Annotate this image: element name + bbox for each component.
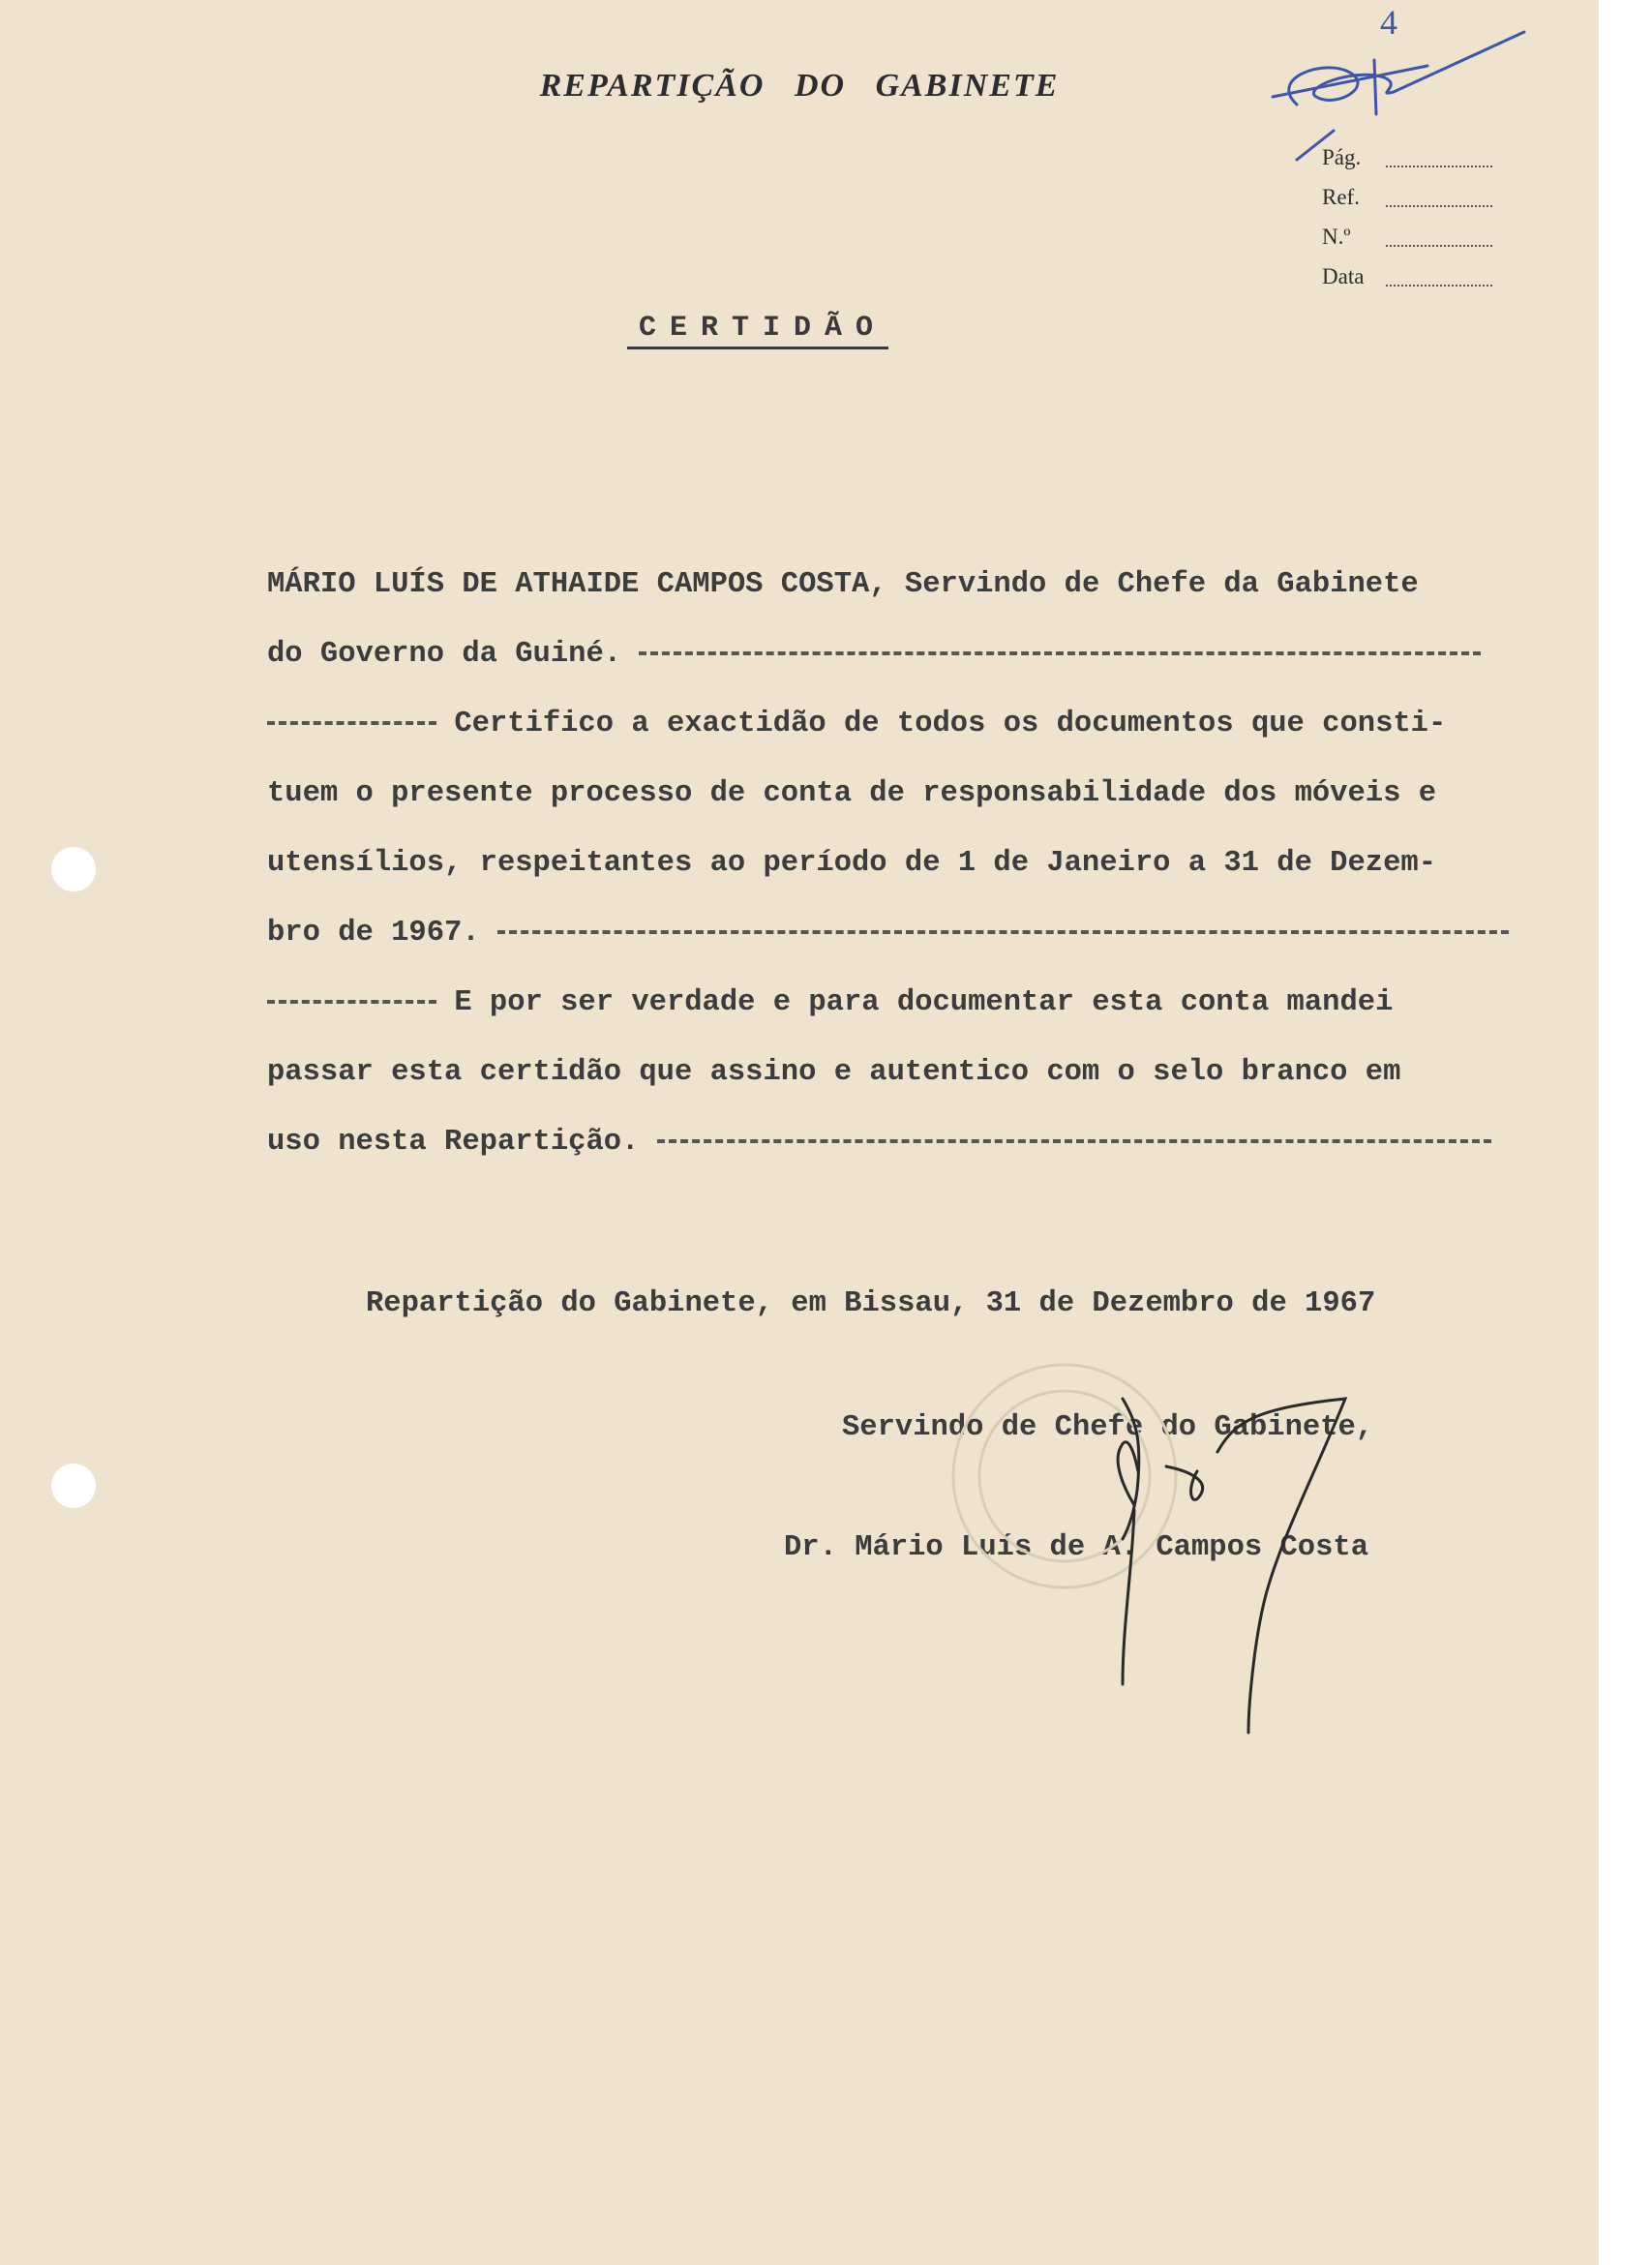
num-label: N.º <box>1322 224 1351 249</box>
pag-label: Pág. <box>1322 144 1362 169</box>
signatory-name: Dr. Mário Luís de A. Campos Costa <box>784 1531 1368 1564</box>
body-text: tuem o presente processo de conta de responsabilidade dos móveis e <box>267 777 1436 810</box>
blue-handwritten-mark-icon <box>1273 3 1524 160</box>
ref-label: Ref. <box>1322 184 1360 209</box>
body-text: passar esta certidão que assino e autentico com o selo branco em <box>267 1056 1401 1089</box>
body-text: E por ser verdade e para documentar esta conta mandei <box>454 986 1394 1019</box>
body-text: utensílios, respeitantes ao período de 1 de Janeiro a 31 de Dezem- <box>267 847 1436 880</box>
embossed-seal-icon <box>953 1365 1176 1587</box>
certifier-name: MÁRIO LUÍS DE ATHAIDE CAMPOS COSTA, <box>267 568 887 601</box>
signature-icon <box>1118 1399 1345 1733</box>
signatory-role: Servindo de Chefe do Gabinete, <box>842 1411 1374 1444</box>
place-and-date: Repartição do Gabinete, em Bissau, 31 de Dezembro de 1967 <box>366 1287 1376 1320</box>
letterhead-department: REPARTIÇÃO DO GABINETE <box>539 68 1060 104</box>
body-text: uso nesta Repartição. <box>267 1126 640 1159</box>
document-title: CERTIDÃO <box>627 312 888 349</box>
body-text: Certifico a exactidão de todos os documentos que consti- <box>454 708 1447 740</box>
date-label: Data <box>1322 263 1365 288</box>
body-text: bro de 1967. <box>267 917 480 950</box>
certifier-role: Servindo de Chefe da Gabinete <box>904 568 1419 601</box>
certifier-org: do Governo da Guiné. <box>267 638 622 671</box>
page-number-handwritten: 4 <box>1380 3 1397 42</box>
